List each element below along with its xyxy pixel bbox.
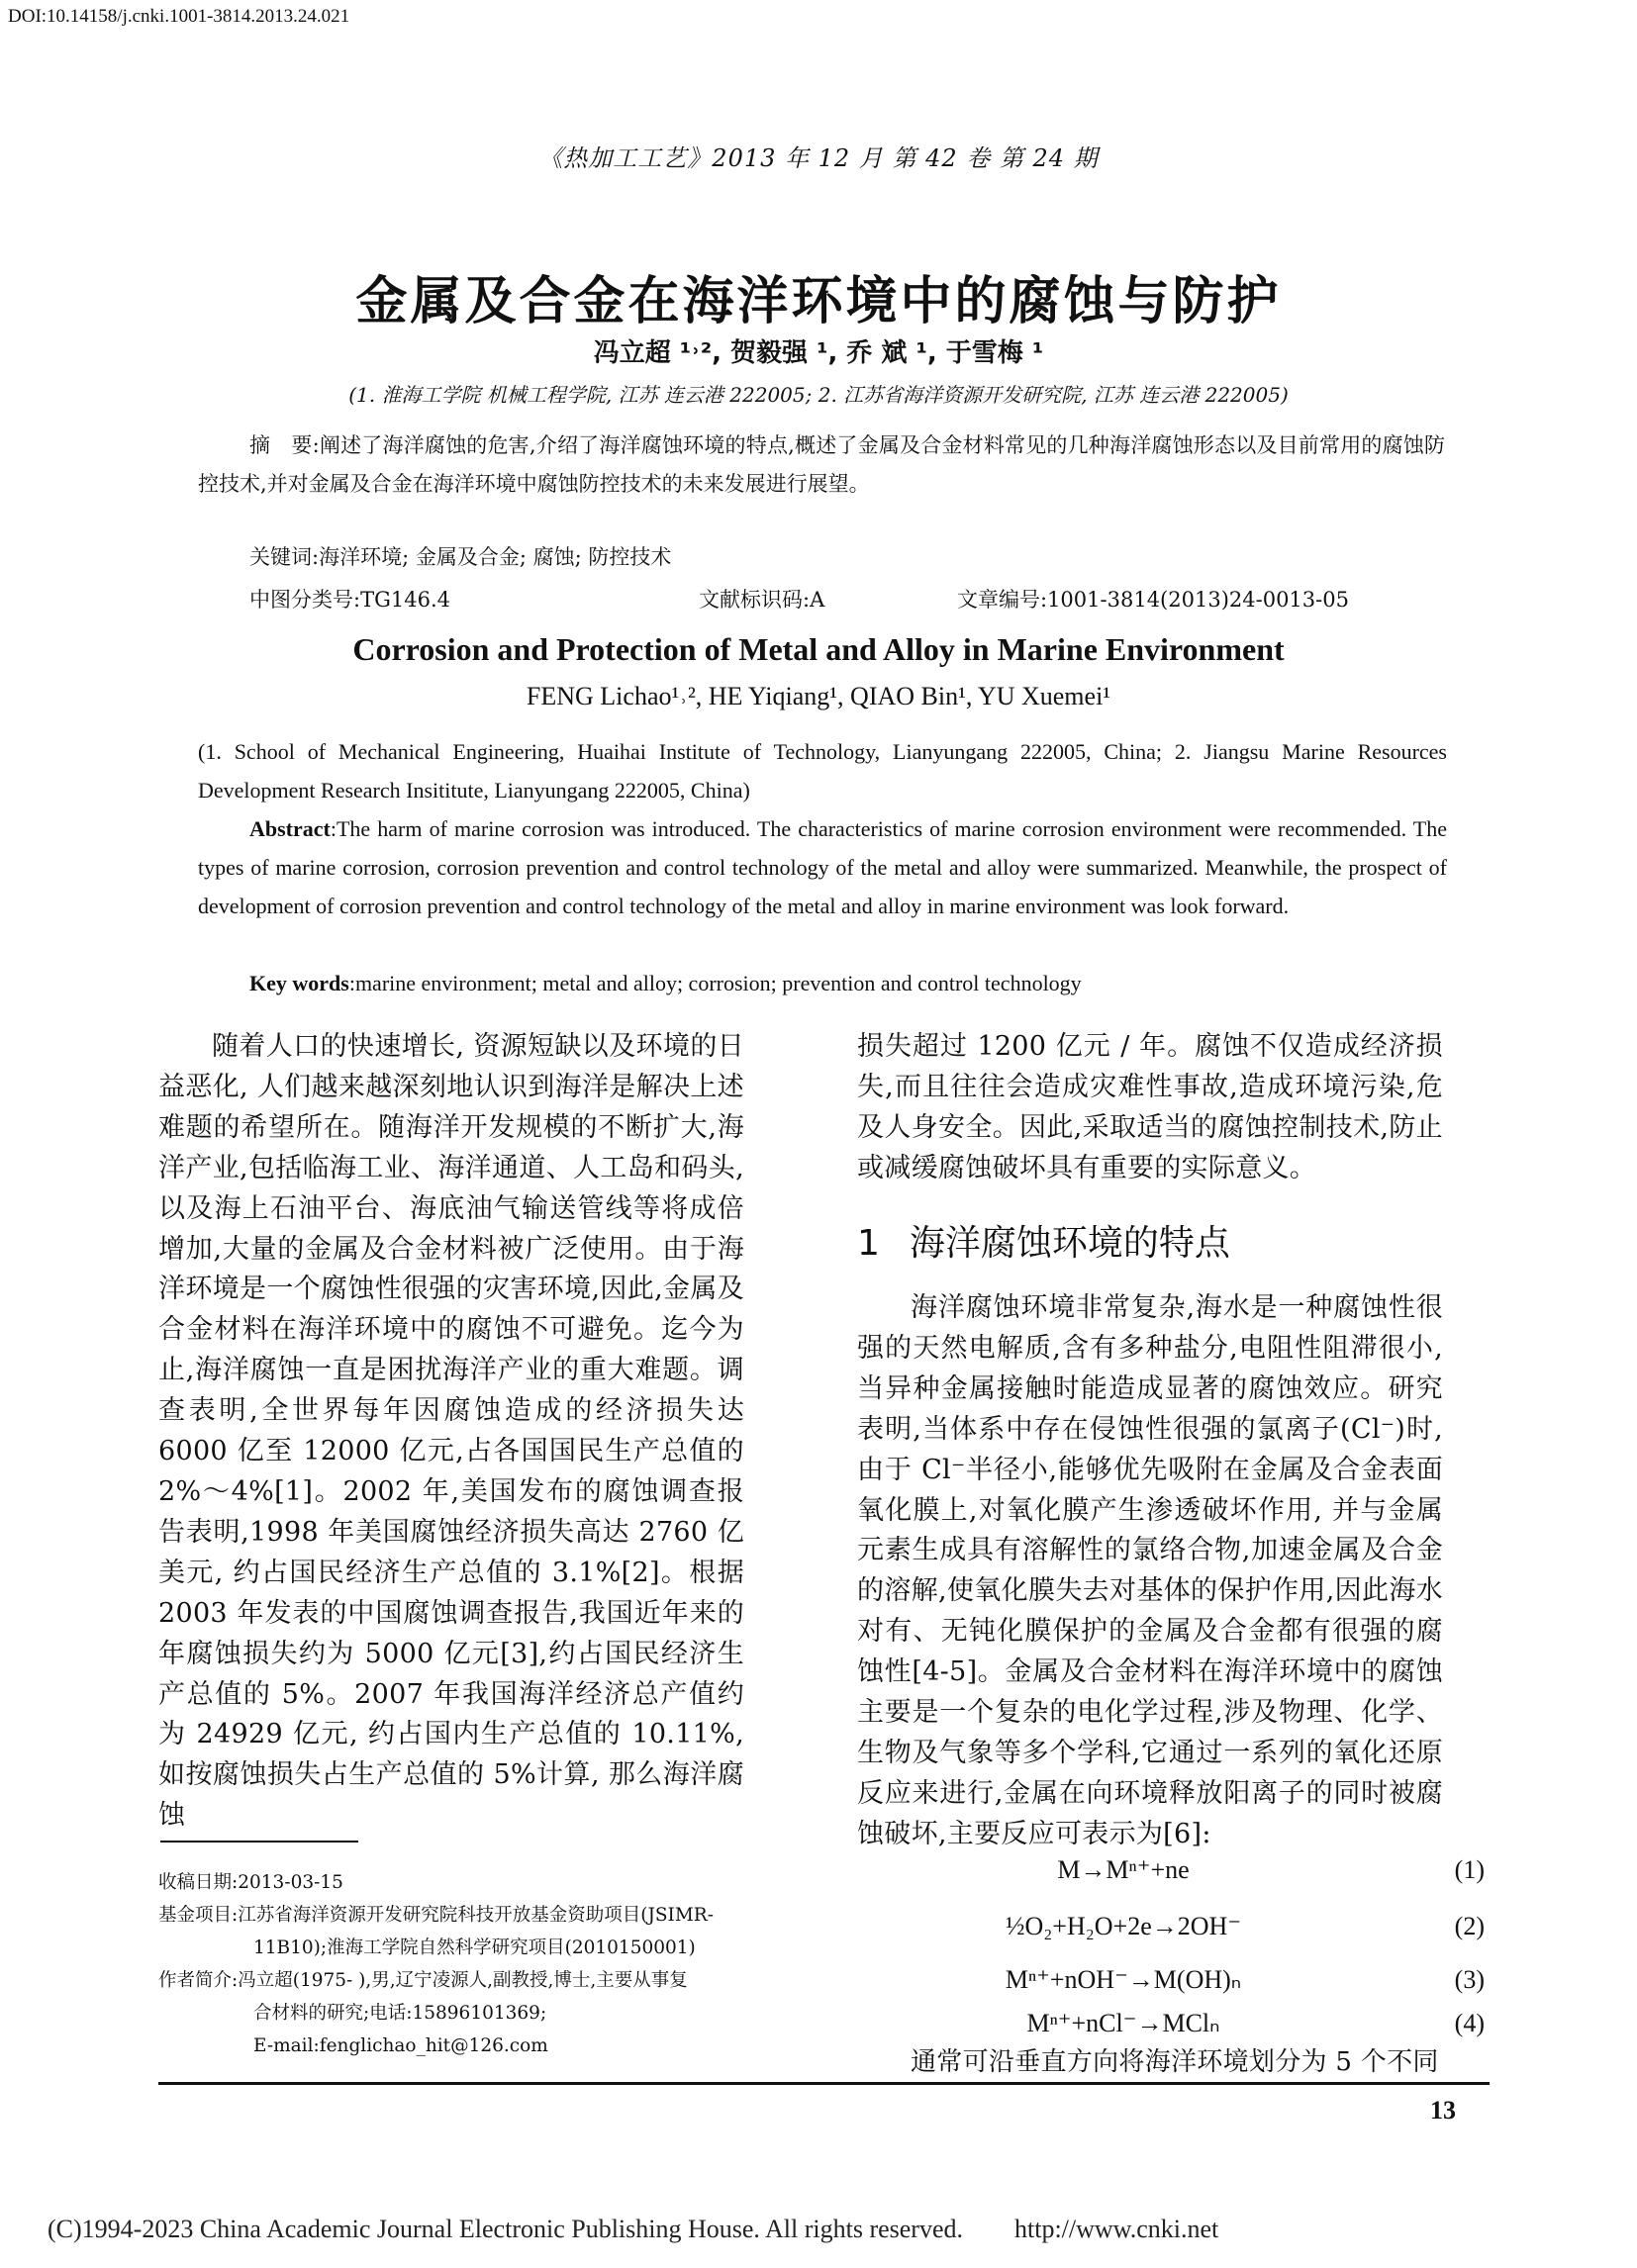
- page-number: 13: [1430, 2096, 1456, 2125]
- doi: DOI:10.14158/j.cnki.1001-3814.2013.24.021: [8, 6, 350, 27]
- authors-cn: 冯立超 ¹˒², 贺毅强 ¹, 乔 斌 ¹, 于雪梅 ¹: [593, 338, 1044, 368]
- footnote-divider: [160, 1841, 358, 1843]
- body-paragraph: 随着人口的快速增长, 资源短缺以及环境的日益恶化, 人们越来越深刻地认识到海洋是解决上述难题的希望所在。随海洋开发规模的不断扩大,海洋产业,包括临海工业、海洋通道、人工岛和码头,以及海上石油平台、海底油气输送管线等将成倍增加,大量的金属及合金材料被广泛使用。由于海洋环境是一个腐蚀性很强的灾害环境,因此,金属及合金材料在海洋环境中的腐蚀不可避免。迄今为止,海洋腐蚀一直是困扰海洋产业的重大难题。调查表明,全世界每年因腐蚀造成的经济损失达 6000 亿至 12000 亿元,占各国国民生产总值的 2%～4%[1]。2002 年,美国发布的腐蚀调查报告表明,1998 年美国腐蚀经济损失高达 2760 亿美元, 约占国民经济生产总值的 3.1%[2]。根据 2003 年发表的中国腐蚀调查报告,我国近年来的年腐蚀损失约为 5000 亿元[3],约占国民经济生产总值的 5%。2007 年我国海洋经济总产值约为 24929 亿元, 约占国内生产总值的 10.11%,如按腐蚀损失占生产总值的 5%计算, 那么海洋腐蚀: [158, 1031, 744, 1832]
- equation-1: [861, 1855, 1485, 1885]
- abstract-cn: [198, 426, 1445, 504]
- clc-number: 中图分类号:TG146.4: [249, 588, 450, 612]
- equation-number: (3): [1454, 1965, 1485, 1994]
- footnotes: [158, 1866, 792, 2062]
- footnote-author: 作者简介:冯立超(1975- ),男,辽宁凌源人,副教授,博士,主要从事复: [158, 1970, 688, 1991]
- keywords-en: [198, 964, 1447, 1002]
- abstract-en-label: Abstract: [249, 816, 331, 841]
- equation-number: (1): [1454, 1855, 1485, 1884]
- abstract-en-text: :The harm of marine corrosion was introduced. The characteristics of marine corrosion environment were recommended. The types of marine corrosion, corrosion prevention and control technology of the metal and alloy were summarized. Meanwhile, the prospect of development of corrosion prevention and control technology of the metal and alloy in marine environment was look forward.: [198, 816, 1447, 918]
- footnote-author-continued: 合材料的研究;电话:15896101369;: [253, 2003, 547, 2024]
- page-bottom-rule: [158, 2082, 1490, 2085]
- keywords-en-label: Key words: [249, 971, 349, 995]
- document-code: 文献标识码:A: [699, 588, 825, 612]
- abstract-cn-text: 阐述了海洋腐蚀的危害,介绍了海洋腐蚀环境的特点,概述了金属及合金材料常见的几种海洋腐蚀形态以及目前常用的腐蚀防控技术,并对金属及合金在海洋环境中腐蚀防控技术的未来发展进行展望。: [198, 433, 1445, 496]
- body-left-column: [158, 1027, 744, 1837]
- equation-number: (4): [1454, 2009, 1485, 2037]
- keywords-cn: 关键词:海洋环境; 金属及合金; 腐蚀; 防控技术: [249, 545, 672, 569]
- footnote-fund: 基金项目:江苏省海洋资源开发研究院科技开放基金资助项目(JSIMR-: [158, 1905, 714, 1926]
- body-paragraph: 损失超过 1200 亿元 / 年。腐蚀不仅造成经济损失,而且往往会造成灾难性事故,造成环境污染,危及人身安全。因此,采取适当的腐蚀控制技术,防止或减缓腐蚀破坏具有重要的实际意义。: [857, 1031, 1443, 1183]
- equation-3: [861, 1965, 1485, 1995]
- body-paragraph: 通常可沿垂直方向将海洋环境划分为 5 个不同: [911, 2047, 1439, 2077]
- copyright-notice: (C)1994-2023 China Academic Journal Electronic Publishing House. All rights reserved. http://www.cnki.net: [48, 2215, 1219, 2243]
- equation-expression: Mⁿ⁺+nOH⁻→M(OH)ₙ: [1005, 1965, 1242, 1994]
- abstract-cn-label: 摘 要:: [249, 433, 320, 457]
- title-en: Corrosion and Protection of Metal and Alloy in Marine Environment: [352, 631, 1285, 667]
- title-cn: 金属及合金在海洋环境中的腐蚀与防护: [355, 272, 1282, 331]
- equation-2: [861, 1912, 1485, 1941]
- article-number: 文章编号:1001-3814(2013)24-0013-05: [957, 588, 1349, 612]
- footnote-fund-continued: 11B10);淮海工学院自然科学研究项目(2010150001): [253, 1937, 696, 1958]
- equation-number: (2): [1454, 1912, 1485, 1940]
- affiliation-cn: (1. 淮海工学院 机械工程学院, 江苏 连云港 222005; 2. 江苏省海洋资源开发研究院, 江苏 连云港 222005): [348, 383, 1289, 407]
- body-paragraph: 海洋腐蚀环境非常复杂,海水是一种腐蚀性很强的天然电解质,含有多种盐分,电阻性阻滞很小,当异种金属接触时能造成显著的腐蚀效应。研究表明,当体系中存在侵蚀性很强的氯离子(Cl⁻)时,由于 Cl⁻半径小,能够优先吸附在金属及合金表面氧化膜上,对氧化膜产生渗透破坏作用, 并与金属元素生成具有溶解性的氯络合物,加速金属及合金的溶解,使氧化膜失去对基体的保护作用,因此海水对有、无钝化膜保护的金属及合金都有很强的腐蚀性[4-5]。金属及合金材料在海洋环境中的腐蚀主要是一个复杂的电化学过程,涉及物理、化学、生物及气象等多个学科,它通过一系列的氧化还原反应来进行,金属在向环境释放阳离子的同时被腐蚀破坏,主要反应可表示为[6]:: [857, 1292, 1443, 1849]
- body-right-column-continued: [857, 1288, 1443, 1855]
- body-right-tail: [857, 2042, 1443, 2083]
- section-number: 1: [857, 1223, 880, 1264]
- equation-4: [861, 2009, 1485, 2038]
- journal-header: 《热加工工艺》2013 年 12 月 第 42 卷 第 24 期: [538, 144, 1099, 172]
- affiliation-en: (1. School of Mechanical Engineering, Huaihai Institute of Technology, Lianyungang 222005, China; 2. Jiangsu Marine Resources Development Research Insititute, Lianyungang 222005, China): [198, 739, 1447, 803]
- authors-en: FENG Lichao¹˒², HE Yiqiang¹, QIAO Bin¹, YU Xuemei¹: [526, 682, 1111, 710]
- body-right-column: [857, 1027, 1443, 1189]
- keywords-en-text: :marine environment; metal and alloy; corrosion; prevention and control technology: [348, 971, 1082, 995]
- equation-expression: ½O₂+H₂O+2e→2OH⁻: [1005, 1912, 1242, 1940]
- section-heading: [857, 1215, 1230, 1266]
- footnote-email: E-mail:fenglichao_hit@126.com: [253, 2035, 548, 2056]
- equation-expression: M→Mⁿ⁺+ne: [1057, 1855, 1190, 1884]
- abstract-en: [198, 809, 1447, 925]
- section-title: 海洋腐蚀环境的特点: [909, 1223, 1230, 1264]
- footnote-received: 收稿日期:2013-03-15: [158, 1872, 343, 1893]
- equation-expression: Mⁿ⁺+nCl⁻→MClₙ: [1026, 2009, 1220, 2037]
